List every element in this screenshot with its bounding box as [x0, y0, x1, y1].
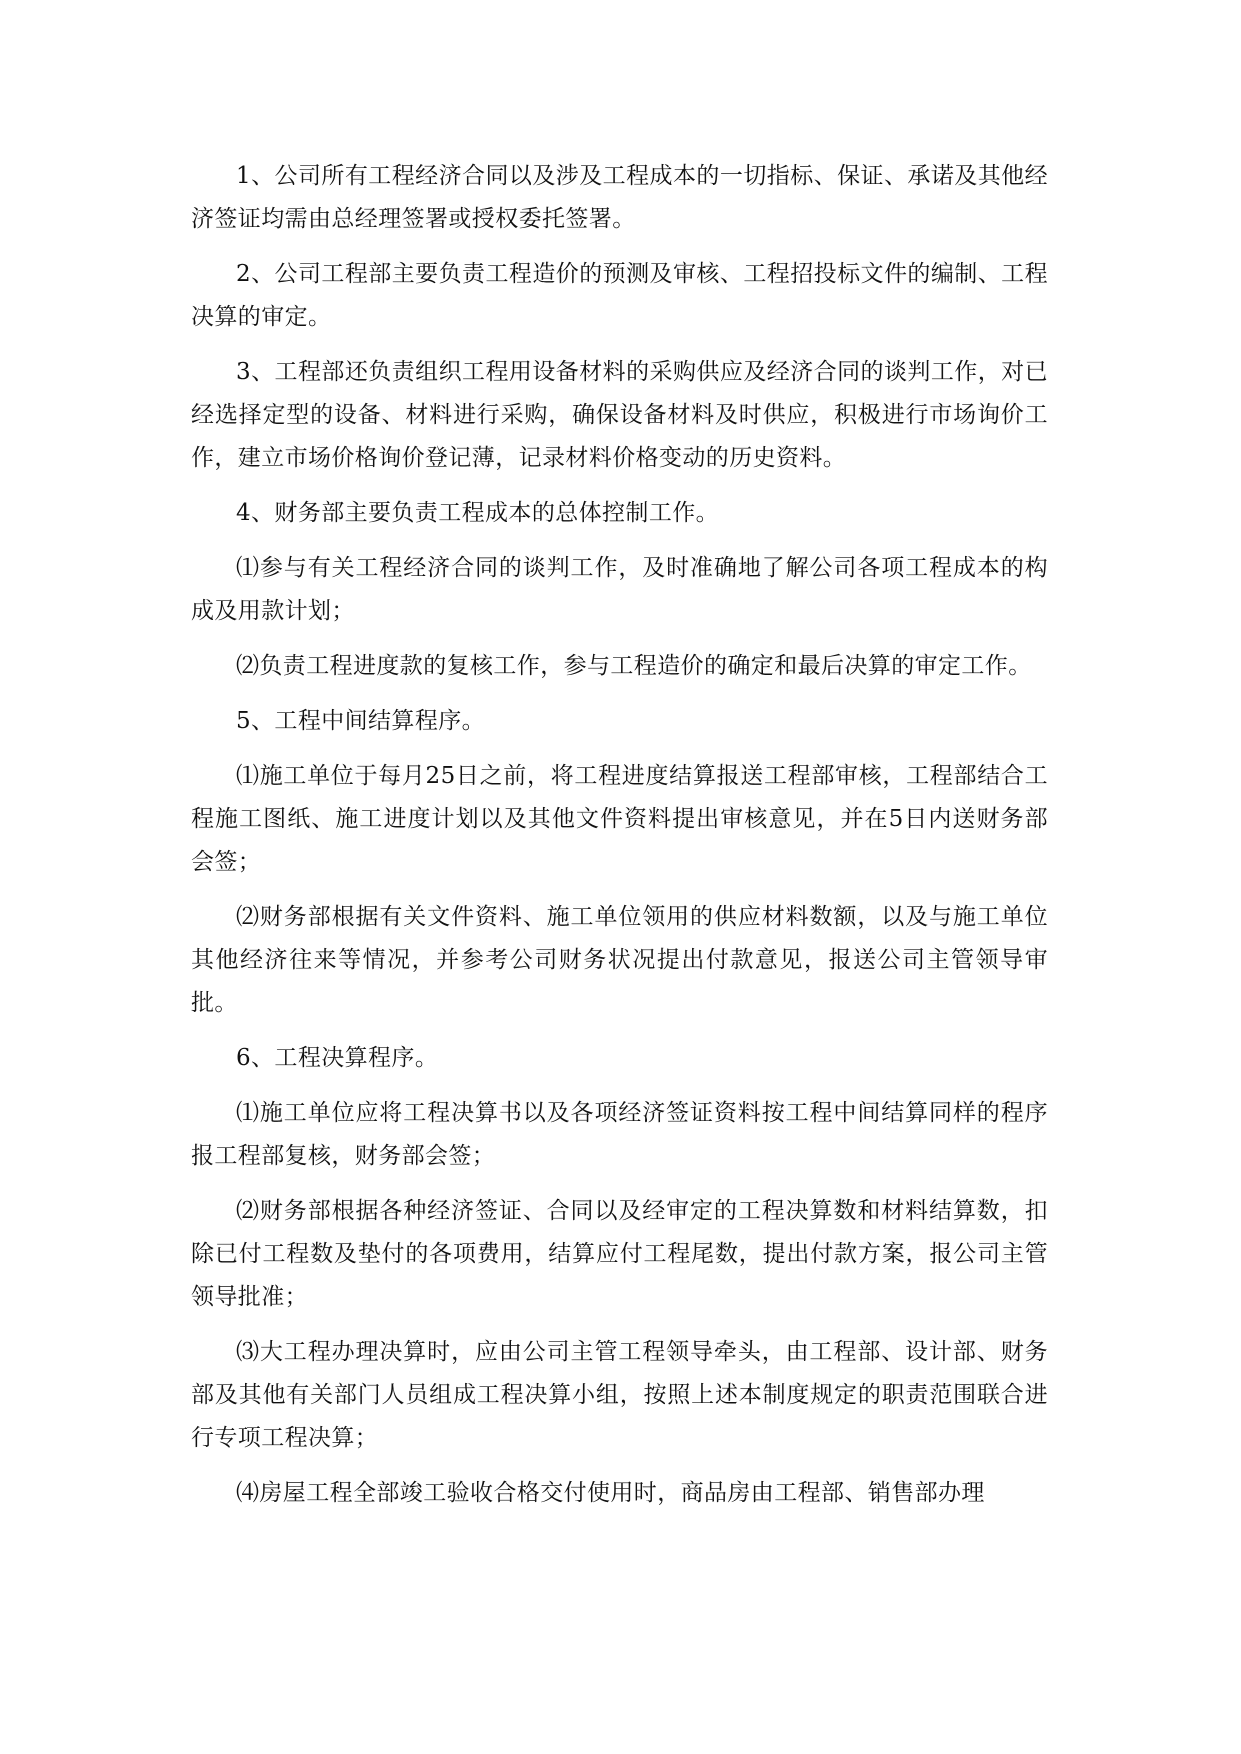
document-body — [191, 155, 1048, 1527]
paragraph-5-1: ⑴施工单位于每月25日之前，将工程进度结算报送工程部审核，工程部结合工程施工图纸、施工进度计划以及其他文件资料提出审核意见，并在5日内送财务部会签； — [191, 763, 1048, 875]
paragraph-6: 6、工程决算程序。 — [236, 1045, 439, 1071]
paragraph-5: 5、工程中间结算程序。 — [236, 708, 486, 734]
paragraph-6-1: ⑴施工单位应将工程决算书以及各项经济签证资料按工程中间结算同样的程序报工程部复核，财务部会签； — [191, 1100, 1048, 1169]
paragraph-6-3: ⑶大工程办理决算时，应由公司主管工程领导牵头，由工程部、设计部、财务部及其他有关部门人员组成工程决算小组，按照上述本制度规定的职责范围联合进行专项工程决算； — [191, 1339, 1048, 1451]
paragraph-4-1: ⑴参与有关工程经济合同的谈判工作，及时准确地了解公司各项工程成本的构成及用款计划； — [191, 555, 1048, 624]
paragraph-6-2: ⑵财务部根据各种经济签证、合同以及经审定的工程决算数和材料结算数，扣除已付工程数及垫付的各项费用，结算应付工程尾数，提出付款方案，报公司主管领导批准； — [191, 1198, 1048, 1310]
paragraph-6-4: ⑷房屋工程全部竣工验收合格交付使用时，商品房由工程部、销售部办理 — [236, 1480, 985, 1506]
paragraph-3: 3、工程部还负责组织工程用设备材料的采购供应及经济合同的谈判工作，对已经选择定型的设备、材料进行采购，确保设备材料及时供应，积极进行市场询价工作，建立市场价格询价登记薄，记录材料价格变动的历史资料。 — [191, 359, 1048, 471]
paragraph-4-2: ⑵负责工程进度款的复核工作，参与工程造价的确定和最后决算的审定工作。 — [236, 653, 1032, 679]
paragraph-5-2: ⑵财务部根据有关文件资料、施工单位领用的供应材料数额，以及与施工单位其他经济往来等情况，并参考公司财务状况提出付款意见，报送公司主管领导审批。 — [191, 904, 1048, 1016]
paragraph-2: 2、公司工程部主要负责工程造价的预测及审核、工程招投标文件的编制、工程决算的审定。 — [191, 261, 1048, 330]
paragraph-4: 4、财务部主要负责工程成本的总体控制工作。 — [236, 500, 720, 526]
paragraph-1: 1、公司所有工程经济合同以及涉及工程成本的一切指标、保证、承诺及其他经济签证均需由总经理签署或授权委托签署。 — [191, 163, 1048, 232]
